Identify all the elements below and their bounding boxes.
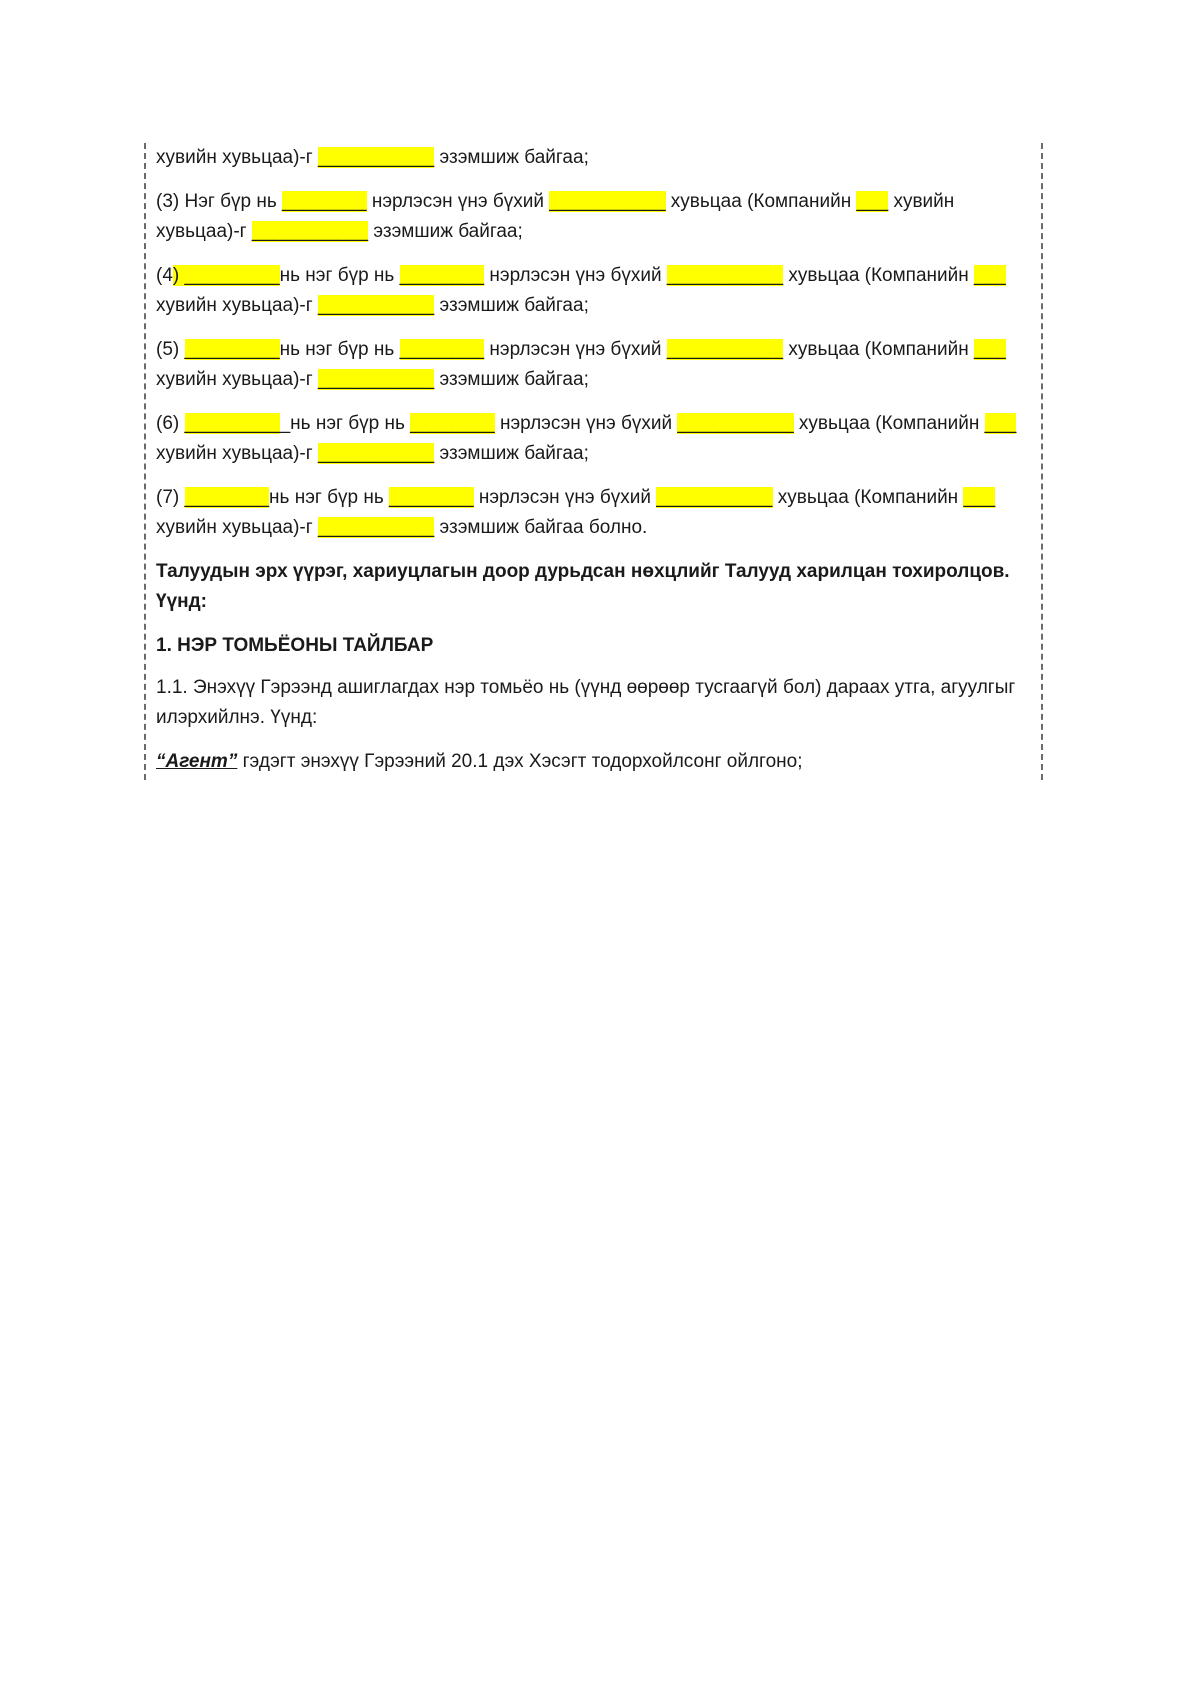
page-frame-right-border (1041, 143, 1043, 780)
paragraph-text: эзэмшиж байгаа; (368, 221, 523, 242)
blank-field: ________ (184, 487, 270, 508)
paragraph-text: хувийн хувьцаа)-г (156, 191, 955, 242)
paragraph-text: нь нэг бүр нь (279, 339, 400, 360)
blank-field: _________ (179, 265, 280, 286)
blank-field: ________ (399, 339, 485, 360)
paragraph-text: (7) (156, 487, 185, 508)
blank-field: ________ (389, 487, 474, 508)
paragraph-text: (5) (156, 339, 185, 360)
highlighted-text: ) (172, 265, 180, 286)
blank-field: ___________ (666, 265, 784, 286)
blank-field: ________ (399, 265, 485, 286)
blank-field: ________ (282, 191, 367, 212)
paragraph-item-7 (156, 483, 1036, 543)
blank-field: ___________ (666, 339, 784, 360)
paragraph-text: хувийн хувьцаа)-г (156, 443, 318, 464)
blank-field: ___________ (251, 221, 369, 242)
blank-field: ________ (410, 413, 495, 434)
blank-field: ___________ (317, 443, 435, 464)
paragraph-text: эзэмшиж байгаа болно. (434, 517, 648, 538)
paragraph-text: хувийн хувьцаа)-г (156, 147, 318, 168)
section-heading: 1. НЭР ТОМЬЁОНЫ ТАЙЛБАР (156, 635, 434, 656)
agreement-intro: Талуудын эрх үүрэг, хариуцлагын доор дурьдсан нөхцлийг Талууд харилцан тохиролцов. Үүнд: (156, 561, 1010, 612)
paragraph-text: (6) (156, 413, 185, 434)
paragraph-text: эзэмшиж байгаа; (434, 147, 589, 168)
paragraph-text: хувийн хувьцаа)-г (156, 517, 318, 538)
document-body (156, 143, 1036, 791)
paragraph-text: хувьцаа (Компанийн (783, 339, 975, 360)
paragraph-text: хувийн хувьцаа)-г (156, 295, 318, 316)
blank-field: ___________ (677, 413, 794, 434)
blank-field: ___________ (317, 147, 435, 168)
paragraph-text: нь нэг бүр нь (269, 487, 390, 508)
paragraph-text: эзэмшиж байгаа; (434, 369, 589, 390)
paragraph-text: (4 (156, 265, 173, 286)
blank-field: ___________ (317, 369, 435, 390)
blank-field: ___________ (317, 295, 435, 316)
paragraph-text: эзэмшиж байгаа; (434, 295, 589, 316)
page-frame-left-border (144, 143, 146, 780)
paragraph-text: нэрлэсэн үнэ бүхий (484, 265, 667, 286)
paragraph-text: нэрлэсэн үнэ бүхий (494, 413, 678, 434)
paragraph-item-3 (156, 187, 1036, 247)
blank-field: ___________ (317, 517, 435, 538)
paragraph-text: нэрлэсэн үнэ бүхий (473, 487, 657, 508)
blank-field: _________ (184, 413, 280, 434)
paragraph-text: нь нэг бүр нь (279, 265, 400, 286)
blank-field: ___ (984, 413, 1017, 434)
paragraph-text: (3) Нэг бүр нь (156, 191, 283, 212)
blank-field: ___ (974, 339, 1006, 360)
blank-field: ___________ (549, 191, 666, 212)
blank-field: _________ (184, 339, 280, 360)
paragraph-text: нэрлэсэн үнэ бүхий (366, 191, 550, 212)
paragraph-text: хувьцаа (Компанийн (793, 413, 985, 434)
paragraph-text: _нь нэг бүр нь (279, 413, 411, 434)
blank-field: ___ (963, 487, 996, 508)
definition-agent (156, 747, 1036, 777)
paragraph-item-5 (156, 335, 1036, 395)
paragraph-item-4 (156, 261, 1036, 321)
paragraph-text: хувьцаа (Компанийн (772, 487, 964, 508)
blank-field: ___________ (656, 487, 773, 508)
definition-text: гэдэгт энэхүү Гэрээний 20.1 дэх Хэсэгт тодорхойлсонг ойлгоно; (237, 751, 803, 772)
paragraph-continuation (156, 143, 1036, 173)
blank-field: ___ (856, 191, 889, 212)
paragraph-text: хувьцаа (Компанийн (665, 191, 857, 212)
paragraph-item-6 (156, 409, 1036, 469)
paragraph-text: эзэмшиж байгаа; (434, 443, 589, 464)
paragraph-text: хувьцаа (Компанийн (783, 265, 975, 286)
paragraph-text: нэрлэсэн үнэ бүхий (484, 339, 667, 360)
blank-field: ___ (974, 265, 1006, 286)
defined-term: “Агент” (156, 751, 238, 772)
clause-1-1: 1.1. Энэхүү Гэрээнд ашиглагдах нэр томьёо нь (үүнд өөрөөр тусгаагүй бол) дараах утга, агуулгыг илэрхийлнэ. Үүнд: (156, 677, 1016, 728)
paragraph-text: хувийн хувьцаа)-г (156, 369, 318, 390)
